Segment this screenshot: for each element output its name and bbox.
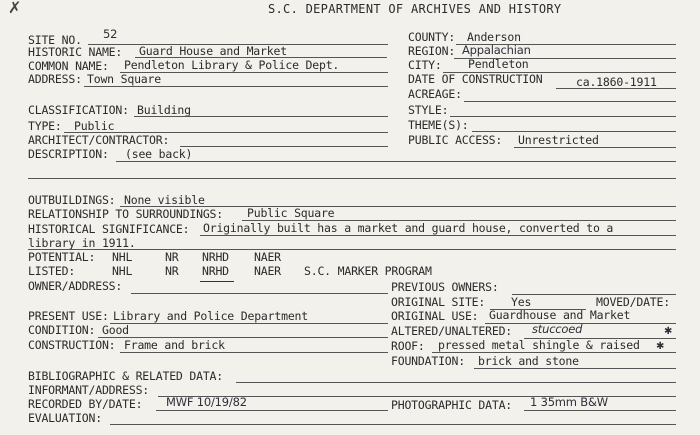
roof-asterisk: ✱: [656, 341, 665, 352]
public-access-line: [514, 147, 676, 148]
description-label: DESCRIPTION:: [28, 147, 109, 161]
city-label: CITY:: [408, 58, 442, 72]
altered-asterisk: ✱: [664, 326, 673, 337]
recorded-by-value: MWF 10/19/82: [166, 395, 247, 409]
foundation-value: brick and stone: [478, 354, 579, 368]
photographic-data-label: PHOTOGRAPHIC DATA:: [391, 398, 513, 412]
classification-line: [134, 116, 388, 117]
potential-nhl: NHL: [112, 250, 133, 264]
type-label: TYPE:: [28, 119, 62, 133]
listed-nr: NR: [165, 264, 179, 278]
architect-label: ARCHITECT/CONTRACTOR:: [28, 133, 170, 147]
potential-nr: NR: [165, 250, 179, 264]
bibliographic-label: BIBLIOGRAPHIC & RELATED DATA:: [28, 369, 223, 383]
photographic-data-value: 1 35mm B&W: [530, 395, 608, 409]
bibliographic-line: [236, 382, 676, 383]
address-line: [84, 86, 388, 87]
listed-nrhd: NRHD: [202, 264, 229, 278]
site-no-value: 52: [103, 27, 118, 41]
historic-name-value: Guard House and Market: [139, 44, 287, 58]
altered-label: ALTERED/UNALTERED:: [391, 324, 513, 338]
evaluation-line: [110, 424, 676, 425]
corner-check-mark: ✗: [8, 0, 22, 17]
recorded-by-line: [156, 410, 388, 411]
outbuildings-value: None visible: [124, 193, 205, 207]
photographic-data-line: [524, 410, 676, 411]
potential-naer: NAER: [254, 250, 281, 264]
historic-name-label: HISTORIC NAME:: [28, 45, 123, 59]
owner-address-label: OWNER/ADDRESS:: [28, 279, 123, 293]
acreage-line: [464, 101, 676, 102]
type-value: Public: [74, 119, 115, 133]
description-value: (see back): [125, 147, 193, 161]
potential-nrhd: NRHD: [202, 250, 229, 264]
listed-label: LISTED:: [28, 264, 76, 278]
significance-value-2: library in 1911.: [28, 236, 136, 250]
owner-address-line: [131, 293, 388, 294]
public-access-value: Unrestricted: [518, 133, 599, 147]
original-use-label: ORIGINAL USE:: [391, 309, 479, 323]
architect-line: [180, 146, 388, 147]
condition-value: Good: [102, 323, 129, 337]
informant-label: INFORMANT/ADDRESS:: [28, 383, 150, 397]
relationship-label: RELATIONSHIP TO SURROUNDINGS:: [28, 207, 223, 221]
style-label: STYLE:: [408, 103, 449, 117]
original-site-value: Yes: [511, 295, 532, 309]
present-use-value: Library and Police Department: [113, 309, 308, 323]
classification-label: CLASSIFICATION:: [28, 103, 129, 117]
region-value: Appalachian: [462, 43, 531, 57]
condition-label: CONDITION:: [28, 323, 96, 337]
potential-label: POTENTIAL:: [28, 250, 96, 264]
original-site-label: ORIGINAL SITE:: [391, 295, 486, 309]
theme-label: THEME(S):: [408, 118, 469, 132]
date-value: ca.1860-1911: [576, 75, 657, 89]
roof-value: pressed metal shingle & raised: [438, 338, 640, 352]
public-access-label: PUBLIC ACCESS:: [408, 133, 503, 147]
construction-value: Frame and brick: [124, 338, 225, 352]
theme-line: [472, 131, 676, 132]
region-label: REGION:: [408, 44, 456, 58]
evaluation-label: EVALUATION:: [28, 411, 102, 425]
acreage-label: ACREAGE:: [408, 87, 462, 101]
present-use-line: [110, 323, 388, 324]
listed-naer: NAER: [254, 264, 281, 278]
outbuildings-label: OUTBUILDINGS:: [28, 193, 116, 207]
listed-nhl: NHL: [112, 264, 133, 278]
significance-label: HISTORICAL SIGNIFICANCE:: [28, 222, 190, 236]
address-value: Town Square: [87, 72, 161, 86]
roof-line: [432, 352, 676, 353]
style-line: [450, 116, 676, 117]
site-no-label: SITE NO.: [28, 33, 82, 47]
previous-owners-label: PREVIOUS OWNERS:: [391, 280, 499, 294]
moved-date-label: MOVED/DATE:: [596, 295, 670, 309]
relationship-value: Public Square: [247, 206, 335, 220]
address-label: ADDRESS:: [28, 72, 82, 86]
roof-label: ROOF:: [391, 339, 425, 353]
present-use-label: PRESENT USE:: [28, 309, 109, 323]
altered-value: stuccoed: [532, 322, 583, 336]
description-line: [116, 161, 676, 162]
county-value: Anderson: [467, 30, 521, 44]
common-name-value: Pendleton Library & Police Dept.: [124, 58, 340, 72]
sc-marker-program-label: S.C. MARKER PROGRAM: [304, 264, 432, 278]
description-line-2: [28, 178, 676, 179]
form-title: S.C. DEPARTMENT OF ARCHIVES AND HISTORY: [268, 2, 562, 16]
nrhd-underline-mark: [200, 281, 234, 282]
construction-line: [120, 352, 388, 353]
significance-value-1: Originally built has a market and guard house, converted to a: [203, 221, 614, 235]
original-use-value: Guardhouse and Market: [489, 308, 631, 322]
significance-line: [200, 235, 676, 236]
foundation-line: [474, 368, 676, 369]
construction-label: CONSTRUCTION:: [28, 338, 116, 352]
common-name-label: COMMON NAME:: [28, 59, 109, 73]
classification-value: Building: [137, 103, 191, 117]
city-value: Pendleton: [468, 57, 529, 71]
recorded-by-label: RECORDED BY/DATE:: [28, 397, 143, 411]
foundation-label: FOUNDATION:: [391, 354, 465, 368]
county-label: COUNTY:: [408, 30, 456, 44]
date-line: [556, 88, 676, 89]
date-label: DATE OF CONSTRUCTION: [408, 72, 543, 86]
